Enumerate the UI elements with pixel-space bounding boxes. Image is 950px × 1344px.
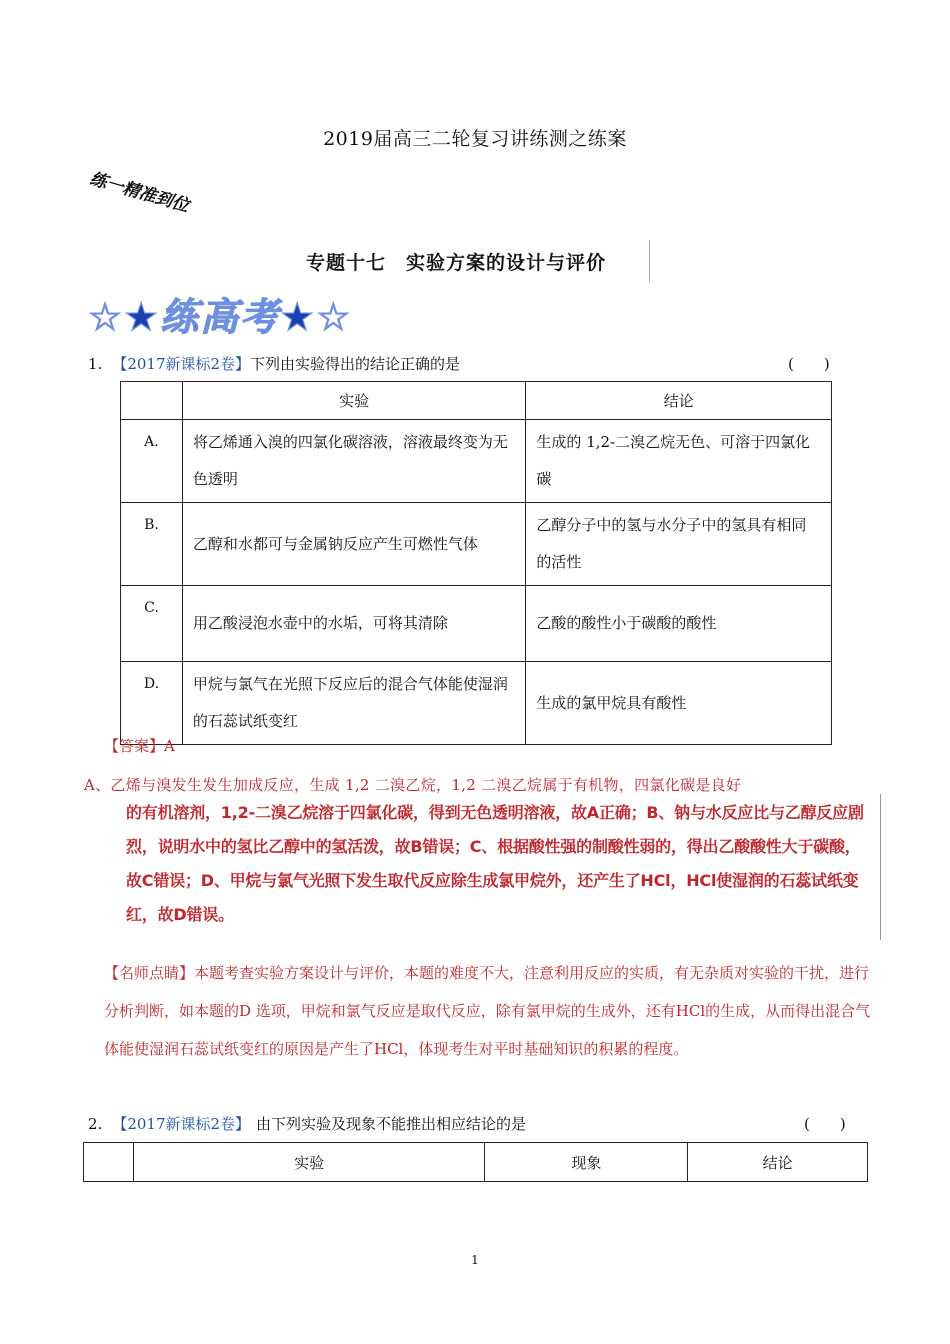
option-label: C.: [121, 586, 183, 662]
question-source: 【2017新课标2卷】: [112, 1115, 251, 1133]
question-1-line: [88, 353, 460, 374]
option-label: A.: [121, 420, 183, 503]
header-blank: [121, 382, 183, 420]
table-row: [121, 420, 832, 503]
banner-text: ☆★练高考★☆: [88, 295, 353, 338]
page-number: 1: [471, 1253, 479, 1267]
experiment-cell: 甲烷与氯气在光照下反应后的混合气体能使湿润的石蕊试纸变红: [182, 662, 526, 745]
question-1-table: [120, 381, 832, 745]
table-header-row: [84, 1143, 868, 1182]
tip-label: 【名师点睛】: [104, 964, 195, 982]
question-2-line: [88, 1113, 526, 1134]
answer-parentheses: ( ): [788, 355, 830, 373]
option-label: D.: [121, 662, 183, 745]
explanation-body: 的有机溶剂，1,2-二溴乙烷溶于四氯化碳，得到无色透明溶液，故A正确；B、钠与水反应比与乙醇反应剧烈，说明水中的氢比乙醇中的氢活泼，故B错误；C、根据酸性强的制酸性弱的，得出乙酸酸性大于碳酸，故C错误；D、甲烷与氯气光照下发生取代反应除生成氯甲烷外，还产生了HCl，HCl使湿润的石蕊试纸变红，故D错误。: [126, 803, 864, 924]
conclusion-cell: 乙酸的酸性小于碳酸的酸性: [526, 586, 832, 662]
tip-text: 本题考查实验方案设计与评价，本题的难度不大，注意利用反应的实质，有无杂质对实验的干扰，进行分析判断，如本题的D 选项，甲烷和氯气反应是取代反应，除有氯甲烷的生成外，还有HCl的生成，从而得出混合气体能使湿润石蕊试纸变红的原因是产生了HCl，体现考生对平时基础知识的积累的程度。: [104, 964, 871, 1058]
question-number: 2.: [88, 1115, 103, 1133]
stamp-text: 练一精准到位: [87, 169, 192, 217]
conclusion-cell: 生成的氯甲烷具有酸性: [526, 662, 832, 745]
conclusion-cell: 生成的 1,2-二溴乙烷无色、可溶于四氯化碳: [526, 420, 832, 503]
table-row: [121, 503, 832, 586]
question-source: 【2017新课标2卷】: [112, 355, 251, 373]
header-conclusion: 结论: [688, 1143, 868, 1182]
conclusion-cell: 乙醇分子中的氢与水分子中的氢具有相同的活性: [526, 503, 832, 586]
section-stamp: [84, 162, 196, 226]
table-row: [121, 586, 832, 662]
document-title: 2019届高三二轮复习讲练测之练案: [323, 128, 627, 150]
header-experiment: 实验: [182, 382, 526, 420]
header-phenomenon: 现象: [485, 1143, 688, 1182]
answer-label: 【答案】A: [104, 737, 175, 755]
header-conclusion: 结论: [526, 382, 832, 420]
option-label: B.: [121, 503, 183, 586]
question-stem: 由下列实验及现象不能推出相应结论的是: [256, 1115, 527, 1133]
question-number: 1.: [88, 355, 103, 373]
answer-parentheses: ( ): [804, 1115, 846, 1133]
explanation-line-1: A、乙烯与溴发生发生加成反应，生成 1,2 二溴乙烷，1,2 二溴乙烷属于有机物，四氯化碳是良好: [84, 776, 742, 794]
question-2-table: [83, 1142, 868, 1182]
question-stem: 下列由实验得出的结论正确的是: [250, 355, 461, 373]
table-row: [121, 662, 832, 745]
topic-title: 专题十七 实验方案的设计与评价: [298, 240, 650, 282]
experiment-cell: 用乙酸浸泡水壶中的水垢，可将其清除: [182, 586, 526, 662]
experiment-cell: 乙醇和水都可与金属钠反应产生可燃性气体: [182, 503, 526, 586]
experiment-cell: 将乙烯通入溴的四氯化碳溶液，溶液最终变为无色透明: [182, 420, 526, 503]
teacher-tip: [104, 954, 874, 1068]
table-header-row: [121, 382, 832, 420]
practice-banner: [86, 292, 416, 338]
header-blank: [84, 1143, 134, 1182]
header-experiment: 实验: [133, 1143, 485, 1182]
